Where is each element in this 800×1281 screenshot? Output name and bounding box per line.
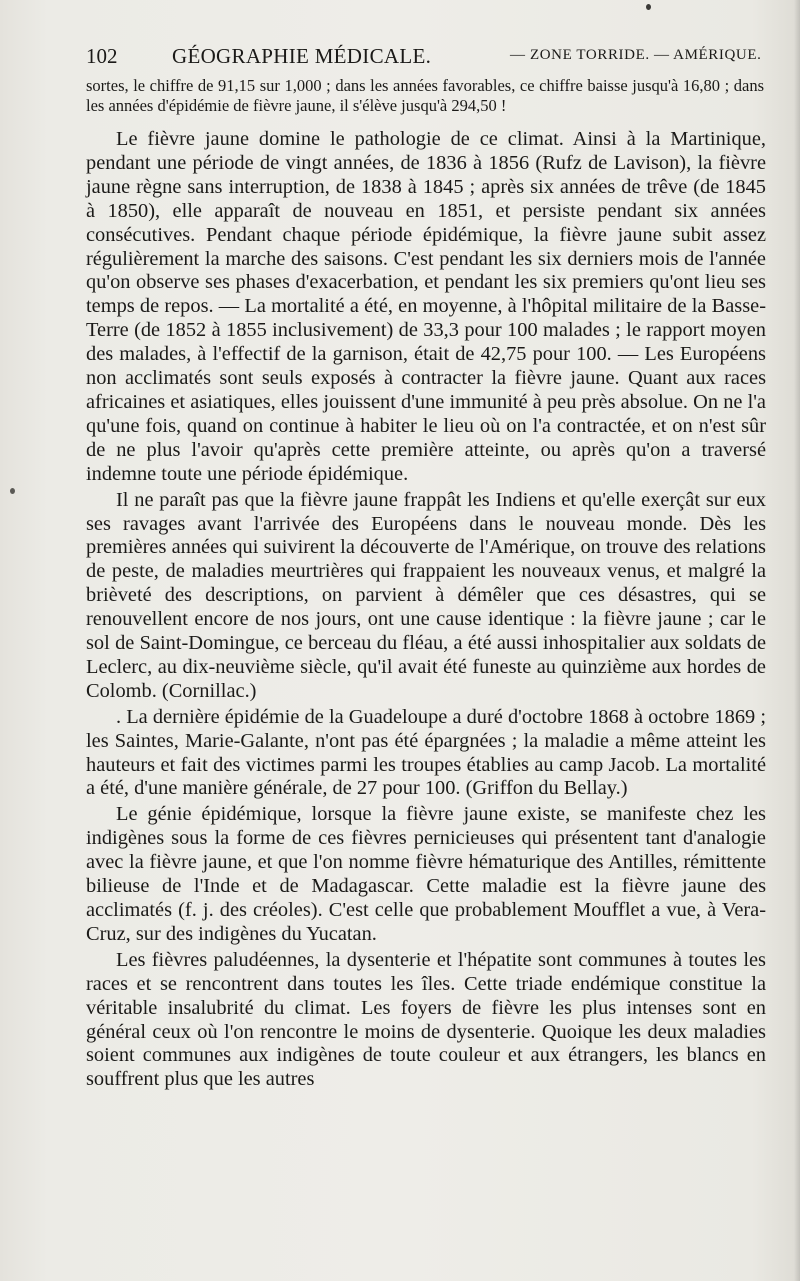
running-title: GÉOGRAPHIE MÉDICALE. bbox=[172, 44, 432, 68]
ink-speck bbox=[646, 4, 651, 10]
ink-speck bbox=[10, 488, 15, 494]
main-text bbox=[86, 128, 766, 1092]
paragraph: Il ne paraît pas que la fièvre jaune frappât les Indiens et qu'elle exerçât sur eux ses ravages avant l'arrivée des Européens dans le nouveau monde. Dès les premières années qui suivirent la découverte de l'Amérique, on trouve des relations de peste, de maladies meurtrières qui frappaient les nouveaux venus, et malgré la brièveté des descriptions, on parvient à démêler que ces désastres, qui se renouvellent encore de nos jours, ont une cause identique : la fièvre jaune ; car le sol de Saint-Domingue, ce berceau du fléau, a été aussi inhospitalier aux soldats de Leclerc, au dix-neuvième siècle, qu'il avait été funeste au quinzième aux hordes de Colomb. (Cornillac.) bbox=[86, 488, 766, 702]
paragraph: . La dernière épidémie de la Guadeloupe a duré d'octobre 1868 à octobre 1869 ; les Saintes, Marie-Galante, n'ont pas été épargnées ; la maladie a même atteint les hauteurs et fait des victimes parmi les troupes établies au camp Jacob. La mortalité a été, d'une manière générale, de 27 pour 100. (Griffon du Bellay.) bbox=[86, 705, 766, 800]
continued-note: sortes, le chiffre de 91,15 sur 1,000 ; dans les années favorables, ce chiffre baisse jusqu'à 16,80 ; dans les années d'épidémie de fièvre jaune, il s'élève jusqu'à 294,50 ! bbox=[86, 76, 764, 115]
page-edge-shadow bbox=[794, 0, 800, 1281]
paragraph: Le fièvre jaune domine le pathologie de ce climat. Ainsi à la Martinique, pendant une période de vingt années, de 1836 à 1856 (Rufz de Lavison), la fièvre jaune règne sans interruption, de 1838 à 1845 ; après six années de trêve (de 1845 à 1850), elle apparaît de nouveau en 1851, et persiste pendant six années consécutives. Pendant chaque période épidémique, la fièvre jaune subit assez régulièrement la marche des saisons. C'est pendant les six derniers mois de l'année qu'on observe ses phases d'exacerbation, et pendant les six premiers qu'ont lieu ses temps de repos. — La mortalité a été, en moyenne, à l'hôpital militaire de la Basse-Terre (de 1852 à 1855 inclusivement) de 33,3 pour 100 malades ; le rapport moyen des malades, à l'effectif de la garnison, était de 42,75 pour 100. — Les Européens non acclimatés sont seuls exposés à contracter la fièvre jaune. Quant aux races africaines et asiatiques, elles jouissent d'une immunité à peu près absolue. On ne l'a qu'une fois, quand on continue à habiter le lieu où on l'a contractée, et on n'est sûr de ne plus l'avoir qu'après cette première atteinte, ou après qu'on a traversé indemne toute une période épidémique. bbox=[86, 128, 766, 485]
page-number: 102 bbox=[86, 44, 118, 68]
running-subtitle: — ZONE TORRIDE. — AMÉRIQUE. bbox=[510, 47, 762, 63]
paragraph: Les fièvres paludéennes, la dysenterie et l'hépatite sont communes à toutes les races et se rencontrent dans toutes les îles. Cette triade endémique constitue la véritable insalubrité du climat. Les foyers de fièvre les plus intenses sont en général ceux où l'on rencontre le moins de dysenterie. Quoique les deux maladies soient communes aux indigènes de toute couleur et aux étrangers, les blancs en souffrent plus que les autres bbox=[86, 948, 766, 1091]
paragraph: Le génie épidémique, lorsque la fièvre jaune existe, se manifeste chez les indigènes sous la forme de ces fièvres pernicieuses qui présentent tant d'analogie avec la fièvre jaune, et que l'on nomme fièvre hématurique des Antilles, rémittente bilieuse de l'Inde et de Madagascar. Cette maladie est la fièvre jaune des acclimatés (f. j. des créoles). C'est celle que probablement Moufflet a vue, à Vera-Cruz, sur des indigènes du Yucatan. bbox=[86, 803, 766, 945]
running-header bbox=[86, 44, 766, 74]
